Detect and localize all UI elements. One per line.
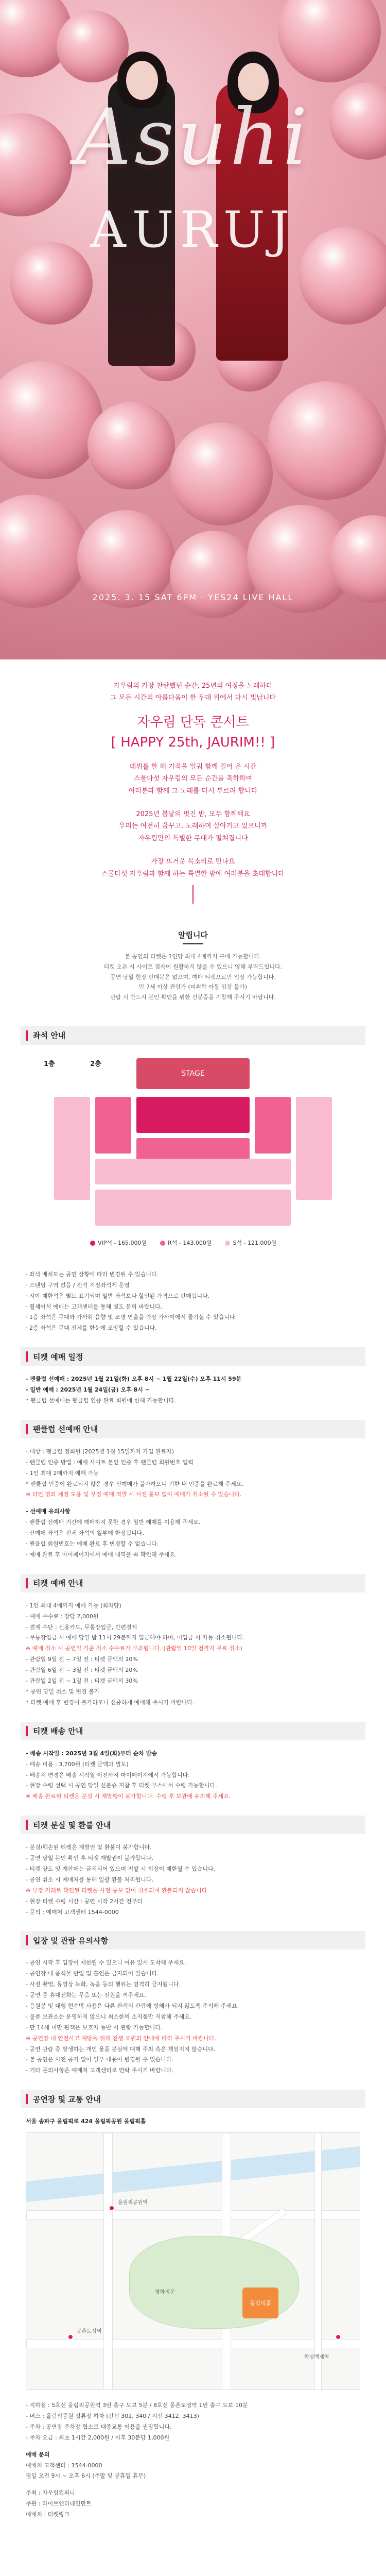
- floor-2-label: 2층: [90, 1060, 101, 1068]
- intro-line: 가장 뜨거운 목소리로 만나요: [151, 858, 235, 866]
- entry-line: - 공연 중 휴대전화는 무음 또는 전원을 꺼주세요.: [26, 1992, 146, 1999]
- subway-pin: [67, 2334, 74, 2340]
- refund-line: - 문의 : 예매처 고객센터 1544-0000: [26, 1908, 119, 1916]
- venue-section: [0, 2090, 386, 2520]
- page-spacer: [0, 2520, 386, 2576]
- entry-warning: ※ 공연장 내 안전사고 예방을 위해 진행 요원의 안내에 따라 주시기 바랍니다.: [26, 2035, 216, 2042]
- ticket-section: [0, 1574, 386, 1708]
- sale-line: * 팬클럽 선예매는 팬클럽 인증 완료 회원에 한해 가능합니다.: [26, 1397, 176, 1404]
- seat-note: · 스탠딩 구역 없음 / 전석 지정좌석제 운영: [26, 1281, 130, 1289]
- station-label: 올림픽공원역: [118, 2200, 148, 2206]
- ticket-line: - 무통장입금 시 예매 당일 밤 11시 29분까지 입금해야 하며, 미입금 시 자동 취소됩니다.: [26, 1634, 244, 1641]
- notice-line: 티켓 오픈 시 사이트 접속이 원활하지 않을 수 있으니 양해 부탁드립니다.: [103, 963, 283, 970]
- org-line: 주최 : 자우림컴퍼니: [26, 2489, 75, 2497]
- seat-note: · 시야 제한석은 별도 표기되며 일반 좌석보다 할인된 가격으로 판매됩니다.: [26, 1292, 210, 1299]
- venue-map[interactable]: [26, 2132, 360, 2390]
- venue-address: 서울 송파구 올림픽로 424 올림픽공원 올림픽홀: [26, 2118, 146, 2125]
- legend-item: VIP석 - 165,000원: [90, 1239, 147, 1247]
- ticket-line: * 공연 당일 취소 및 변경 불가: [26, 1688, 100, 1695]
- fanclub-line: * 팬클럽 인증이 완료되지 않은 경우 선예매가 불가하오니 기한 내 인증을 완료해 주세요.: [26, 1480, 243, 1487]
- entry-line: - 물품 보관소는 운영하지 않으니 최소한의 소지품만 지참해 주세요.: [26, 2013, 192, 2020]
- entry-line: - 사진 촬영, 동영상 녹화, 녹음 등의 행위는 엄격히 금지됩니다.: [26, 1981, 181, 1988]
- station-label: 몽촌토성역: [77, 2329, 102, 2335]
- refund-line: - 티켓 양도 및 재판매는 금지되어 있으며 적발 시 입장이 제한될 수 있습니다.: [26, 1865, 216, 1872]
- subway-pin: [335, 2334, 341, 2340]
- refund-line: - 공연 당일 본인 확인 후 티켓 재발권이 불가합니다.: [26, 1855, 153, 1862]
- venue-line: - 주차 : 공연장 주차장 협소로 대중교통 이용을 권장합니다.: [26, 2423, 172, 2430]
- section-title: 팬클럽 선예매 안내: [33, 1425, 98, 1434]
- intro-line: 자우림의 가장 찬란했던 순간, 25년의 여정을 노래하다: [113, 682, 273, 690]
- seat-note: · 2층 좌석은 무대 전체를 한눈에 조망할 수 있습니다.: [26, 1325, 157, 1332]
- section-title: 좌석 안내: [33, 1031, 66, 1041]
- notice-body: [0, 944, 386, 1013]
- floor-1-label: 1층: [44, 1060, 55, 1068]
- section-title: 공연장 및 교통 안내: [33, 2094, 101, 2104]
- legend-item: S석 - 121,000원: [225, 1239, 276, 1247]
- section-title: 입장 및 관람 유의사항: [33, 1936, 109, 1945]
- ticket-line: * 티켓 예매 후 변경이 불가하오니 신중하게 예매해 주시기 바랍니다.: [26, 1699, 195, 1706]
- section-title: 티켓 예매 일정: [33, 1352, 83, 1362]
- seat-block-s: [95, 1190, 291, 1226]
- delivery-section: [0, 1722, 386, 1802]
- org-line: 예매처 : 티켓링크: [26, 2511, 70, 2518]
- sale-line: - 팬클럽 선예매 : 2025년 1월 21일(화) 오후 8시 ~ 1월 22일(수) 오후 11시 59분: [26, 1376, 242, 1383]
- seat-section: [0, 1026, 386, 1334]
- seat-note: · 1층 좌석은 무대와 가까워 음향 및 조명 연출을 가장 가까이에서 즐기실 수 있습니다.: [26, 1314, 237, 1321]
- landmark-label: 평화의문: [155, 2290, 175, 2296]
- seat-block-vip: [136, 1097, 250, 1133]
- refund-line: - 공연 취소 시 예매처를 통해 일괄 환불 처리됩니다.: [26, 1876, 153, 1883]
- entry-line: - 기타 문의사항은 예매처 고객센터로 연락 주시기 바랍니다.: [26, 2067, 173, 2074]
- section-title: 티켓 분실 및 환불 안내: [33, 1820, 111, 1830]
- notice-line: 본 공연의 티켓은 1인당 최대 4매까지 구매 가능합니다.: [125, 953, 261, 960]
- contact-title: 예매 문의: [26, 2451, 50, 2458]
- concert-title: 자우림 단독 콘서트: [137, 714, 249, 730]
- refund-line: - 현장 티켓 수령 시간 : 공연 시작 2시간 전부터: [26, 1897, 143, 1905]
- concert-subtitle: [ HAPPY 25th, JAURIM!! ]: [111, 734, 275, 750]
- notice-line: 공연 당일 현장 판매분은 없으며, 예매 티켓으로만 입장 가능합니다.: [110, 973, 276, 980]
- fanclub-line: · 예매 완료 후 마이페이지에서 예매 내역을 꼭 확인해 주세요.: [26, 1551, 177, 1558]
- fanclub-line: - 선예매 유의사항: [26, 1508, 71, 1515]
- legend-item: R석 - 143,000원: [160, 1239, 212, 1247]
- seat-block-r: [255, 1097, 291, 1154]
- entry-section: [0, 1931, 386, 2076]
- ticket-line: - 관람일 6일 전 ~ 3일 전 : 티켓 금액의 20%: [26, 1667, 138, 1674]
- sale-line: - 일반 예매 : 2025년 1월 24일(금) 오후 8시 ~: [26, 1386, 150, 1394]
- hero-subtitle: AURUJ: [90, 201, 296, 259]
- entry-line: - 본 공연은 사전 공지 없이 일부 내용이 변경될 수 있습니다.: [26, 2056, 173, 2063]
- seat-block-s: [54, 1097, 90, 1200]
- notice-line: 만 7세 이상 관람가 (미취학 아동 입장 불가): [138, 984, 248, 991]
- seat-legend: [90, 1239, 276, 1247]
- divider: [192, 885, 194, 904]
- stage-block: STAGE: [136, 1058, 250, 1089]
- delivery-line: - 배송지 변경은 배송 시작일 이전까지 마이페이지에서 가능합니다.: [26, 1771, 190, 1778]
- fanclub-line: · 팬클럽 회원번호는 예매 완료 후 변경할 수 없습니다.: [26, 1540, 159, 1548]
- venue-line: - 지하철 : 5호선 올림픽공원역 3번 출구 도보 5분 / 8호선 몽촌토성역 1번 출구 도보 10분: [26, 2402, 248, 2409]
- ticket-line: - 결제 수단 : 신용카드, 무통장입금, 간편결제: [26, 1623, 137, 1631]
- notice-header: [0, 929, 386, 944]
- hero-date: 2025. 3. 15 SAT 6PM · YES24 LIVE HALL: [92, 592, 294, 602]
- entry-line: - 응원봉 및 대형 현수막 사용은 다른 관객의 관람에 방해가 되지 않도록 주의해 주세요.: [26, 2002, 239, 2009]
- seat-note: · 휠체어석 예매는 고객센터를 통해 별도 문의 바랍니다.: [26, 1303, 163, 1310]
- seat-block-s: [296, 1097, 332, 1200]
- delivery-line: - 배송 비용 : 3,700원 (티켓 금액과 별도): [26, 1760, 129, 1768]
- intro-line: 여러분과 함께 그 노래를 다시 부르려 합니다: [128, 787, 258, 795]
- fanclub-line: - 1인 최대 2매까지 예매 가능: [26, 1469, 99, 1477]
- station-label: 한성백제역: [304, 2354, 329, 2361]
- refund-warning: ※ 부정 거래로 확인된 티켓은 사전 통보 없이 취소되며 환불되지 않습니다.: [26, 1887, 209, 1894]
- contact-line: 평일 오전 9시 ~ 오후 6시 (주말 및 공휴일 휴무): [26, 2472, 146, 2480]
- intro-section: [0, 659, 386, 924]
- fanclub-section: [0, 1420, 386, 1561]
- ticket-warning: ※ 예매 취소 시 공연일 기준 취소 수수료가 부과됩니다. (관람일 10일 전까지 무료 취소): [26, 1645, 242, 1652]
- intro-line: 우리는 여전히 꿈꾸고, 노래하며 살아가고 있으니까: [118, 822, 268, 831]
- seat-block-s: [95, 1159, 291, 1184]
- ticket-line: - 관람일 9일 전 ~ 7일 전 : 티켓 금액의 10%: [26, 1656, 138, 1663]
- delivery-line: - 배송 시작일 : 2025년 3월 4일(화)부터 순차 발송: [26, 1750, 157, 1757]
- seat-block-r: [95, 1097, 131, 1154]
- intro-line: 스물다섯 자우림과 함께 하는 특별한 밤에 여러분을 초대합니다: [101, 870, 285, 878]
- intro-line: 자우림만의 특별한 무대가 펼쳐집니다: [138, 834, 248, 842]
- delivery-warning: ※ 배송 완료된 티켓은 분실 시 재발행이 불가합니다. 수령 후 보관에 유의해 주세요.: [26, 1793, 231, 1800]
- venue-line: - 버스 : 올림픽공원 정류장 하차 (간선 301, 340 / 지선 3412, 3413): [26, 2412, 199, 2419]
- delivery-line: - 현장 수령 선택 시 공연 당일 신분증 지참 후 티켓 부스에서 수령 가능합니다.: [26, 1782, 217, 1789]
- entry-line: - 공연장 내 음식물 반입 및 흡연은 금지되어 있습니다.: [26, 1970, 159, 1977]
- ticket-line: - 예매 수수료 : 장당 2,000원: [26, 1613, 99, 1620]
- refund-line: - 분실/훼손된 티켓은 재발권 및 환불이 불가합니다.: [26, 1844, 152, 1851]
- ticket-line: - 관람일 2일 전 ~ 1일 전 : 티켓 금액의 30%: [26, 1677, 138, 1685]
- seat-note: · 좌석 배치도는 공연 상황에 따라 변경될 수 있습니다.: [26, 1270, 159, 1278]
- notice-title: 알립니다: [178, 930, 208, 940]
- intro-line: 데뷔를 한 해 기적을 일궈 함께 걸어 온 시간: [129, 762, 257, 771]
- entry-line: - 만 14세 미만 관객은 보호자 동반 시 관람 가능합니다.: [26, 2024, 163, 2031]
- intro-line: 스물다섯 자우림의 모든 순간을 축하하며: [133, 775, 252, 783]
- notice-line: 관람 시 반드시 본인 확인을 위한 신분증을 지참해 주시기 바랍니다.: [110, 994, 276, 1001]
- intro-line: 2025년 봄날의 멋진 밤, 모두 함께해요: [136, 810, 250, 818]
- fanclub-line: - 대상 : 팬클럽 정회원 (2025년 1월 15일까지 가입 완료자): [26, 1448, 174, 1455]
- ticket-line: - 1인 최대 4매까지 예매 가능 (회차당): [26, 1602, 121, 1609]
- fanclub-line: · 선예매 좌석은 전체 좌석의 일부에 한정됩니다.: [26, 1530, 144, 1537]
- fanclub-warning: ※ 타인 명의 계정 도용 및 부정 예매 적발 시 사전 통보 없이 예매가 취소될 수 있습니다.: [26, 1491, 242, 1498]
- refund-section: [0, 1816, 386, 1918]
- intro-line: 그 모든 시간의 아름다움이 한 무대 위에서 다시 빛납니다: [110, 694, 276, 702]
- venue-marker[interactable]: 올림픽홀: [242, 2287, 278, 2318]
- contact-line: 예매처 고객센터 : 1544-0000: [26, 2462, 102, 2469]
- hero-title: Asuhi: [75, 93, 311, 182]
- entry-line: - 공연 관람 중 발생하는 개인 물품 분실에 대해 주최 측은 책임지지 않습니다.: [26, 2045, 216, 2053]
- hero-banner: [0, 0, 386, 659]
- fanclub-line: - 팬클럽 인증 방법 : 예매 사이트 본인 인증 후 팬클럽 회원번호 입력: [26, 1459, 194, 1466]
- fanclub-line: · 팬클럽 선예매 기간에 예매하지 못한 경우 일반 예매를 이용해 주세요.: [26, 1519, 201, 1526]
- seat-map: [33, 1053, 353, 1259]
- sale-section: [0, 1347, 386, 1406]
- entry-line: - 공연 시작 후 입장이 제한될 수 있으니 여유 있게 도착해 주세요.: [26, 1959, 186, 1967]
- section-title: 티켓 예매 안내: [33, 1579, 83, 1588]
- subway-pin: [109, 2205, 115, 2211]
- venue-line: - 주차 요금 : 최초 1시간 2,000원 / 이후 30분당 1,000원: [26, 2434, 170, 2441]
- section-title: 티켓 배송 안내: [33, 1726, 83, 1736]
- org-line: 주관 : 라이브엔터테인먼트: [26, 2500, 92, 2507]
